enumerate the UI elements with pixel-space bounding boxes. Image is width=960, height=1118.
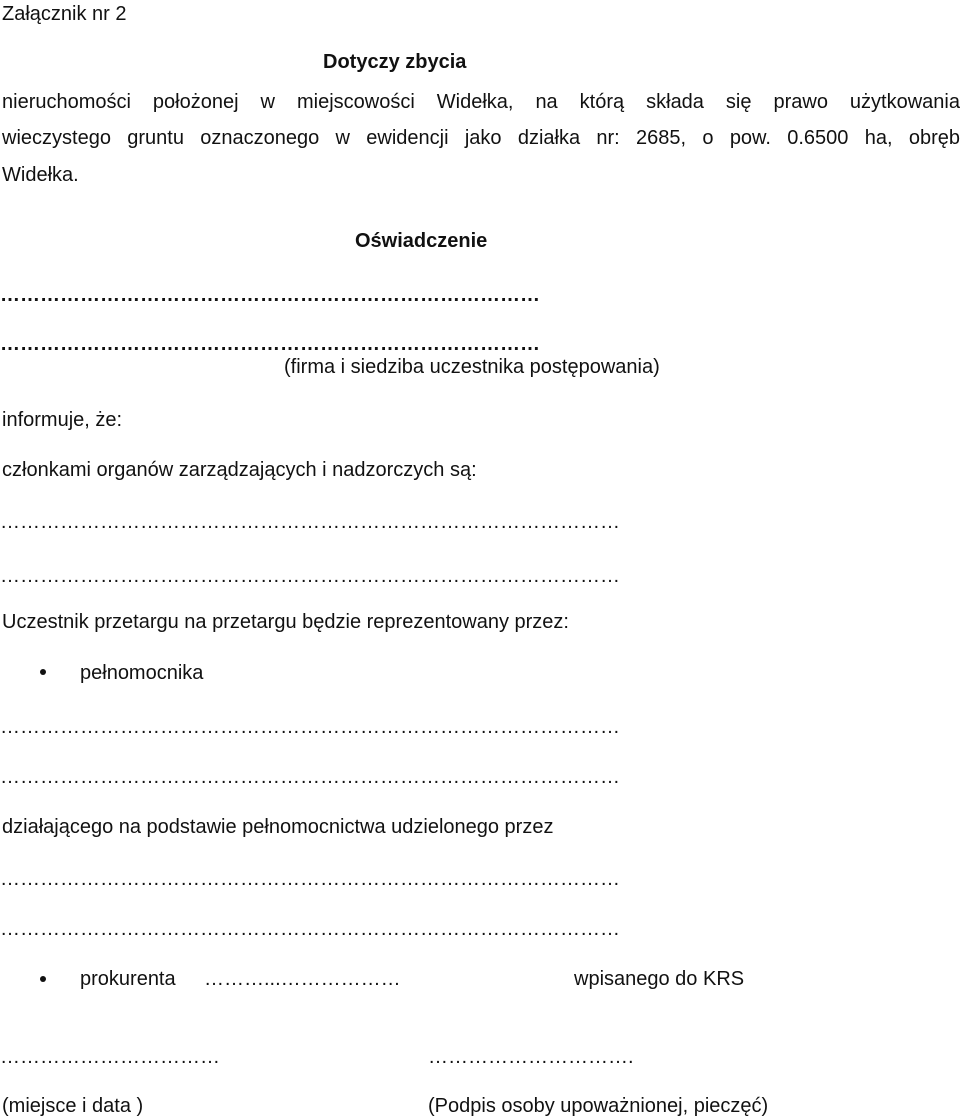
bullet-icon xyxy=(40,669,46,675)
signature-caption: (Podpis osoby upoważnionej, pieczęć) xyxy=(428,1095,769,1117)
place-date-caption: (miejsce i data ) xyxy=(2,1095,144,1117)
firm-dots-line-1: ……………………………………………………………………… xyxy=(0,284,540,306)
acting-dots-line-1: ………………………………………………………………………………… xyxy=(0,868,620,890)
proxy-dots-line-2: ………………………………………………………………………………… xyxy=(0,766,620,788)
members-dots-line-1: ………………………………………………………………………………… xyxy=(0,511,620,533)
members-label: członkami organów zarządzających i nadzorczych są: xyxy=(2,459,477,481)
document-title: Dotyczy zbycia xyxy=(323,51,467,73)
intro-line-3: Widełka. xyxy=(2,164,79,186)
option-procurator-label: prokurenta xyxy=(80,968,176,990)
bullet-icon xyxy=(40,976,46,982)
acting-dots-line-2: ………………………………………………………………………………… xyxy=(0,918,620,940)
acting-label: działającego na podstawie pełnomocnictwa udzielonego przez xyxy=(2,816,554,838)
declaration-heading: Oświadczenie xyxy=(355,230,488,252)
firm-dots-line-2: ……………………………………………………………………… xyxy=(0,333,540,355)
firm-caption: (firma i siedziba uczestnika postępowania) xyxy=(284,356,660,378)
attachment-label: Załącznik nr 2 xyxy=(2,3,127,25)
signature-dots: …………………………. xyxy=(428,1046,634,1068)
procurator-dots: ………...……………… xyxy=(204,968,401,990)
informs-label: informuje, że: xyxy=(2,409,123,431)
place-date-dots: …………………………… xyxy=(0,1046,220,1068)
intro-line-1: nieruchomości położonej w miejscowości Widełka, na którą składa się prawo użytkowania xyxy=(2,91,960,113)
krs-label: wpisanego do KRS xyxy=(574,968,745,990)
proxy-dots-line-1: ………………………………………………………………………………… xyxy=(0,716,620,738)
option-proxy-label: pełnomocnika xyxy=(80,662,204,684)
representation-label: Uczestnik przetargu na przetargu będzie reprezentowany przez: xyxy=(2,611,569,633)
intro-line-2: wieczystego gruntu oznaczonego w ewidencji jako działka nr: 2685, o pow. 0.6500 ha, obręb xyxy=(2,127,960,149)
members-dots-line-2: ………………………………………………………………………………… xyxy=(0,565,620,587)
